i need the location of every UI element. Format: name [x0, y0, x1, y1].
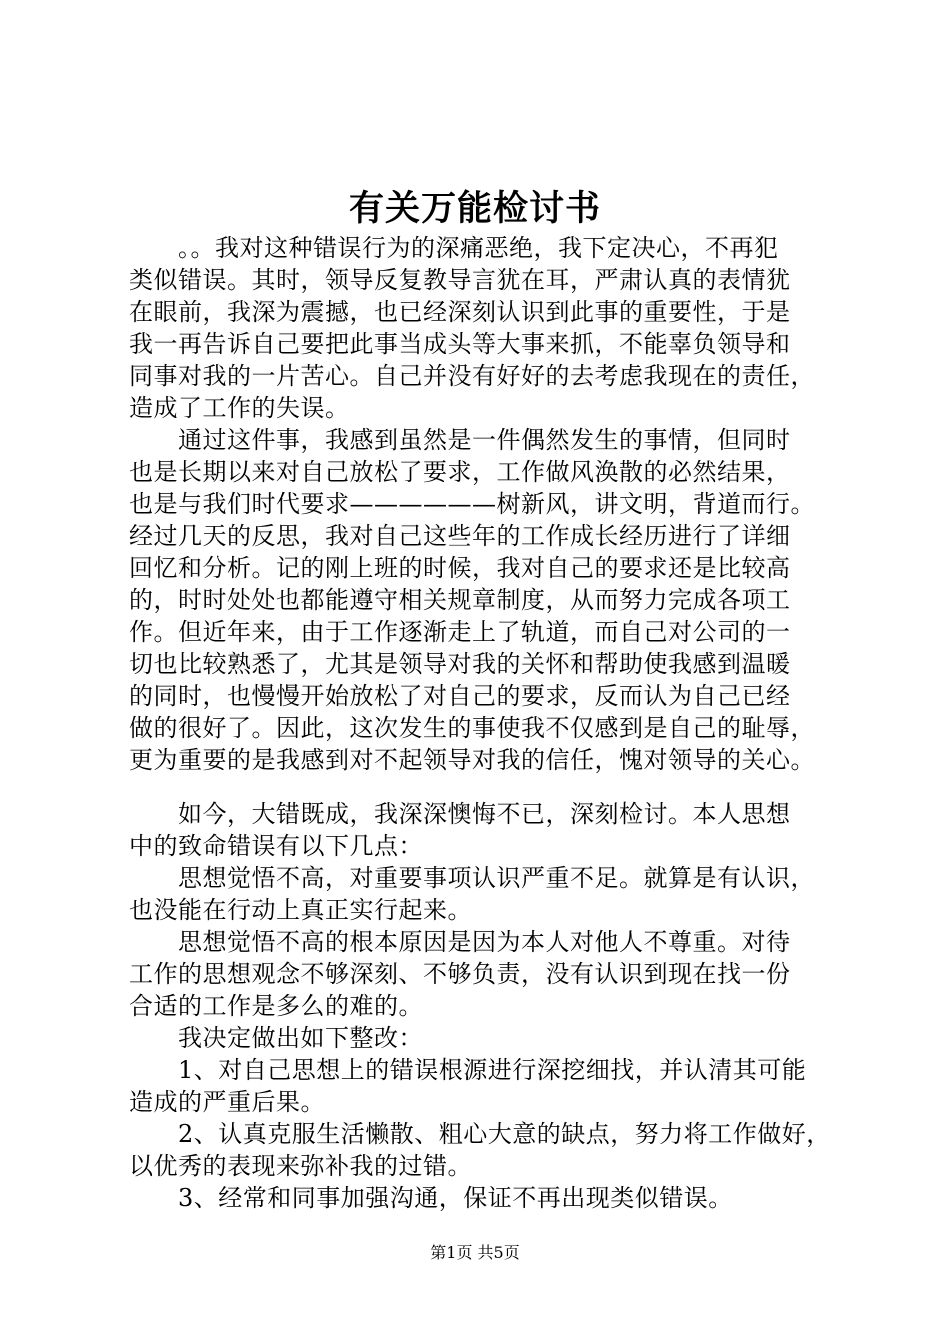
body-line: 如今，大错既成，我深深懊悔不已，深刻检讨。本人思想	[129, 800, 791, 828]
body-line: 更为重要的是我感到对不起领导对我的信任，愧对领导的关心。	[129, 746, 815, 774]
body-line: 回忆和分析。记的刚上班的时候，我对自己的要求还是比较高	[129, 554, 791, 582]
body-line: 。。我对这种错误行为的深痛恶绝，我下定决心，不再犯	[129, 234, 779, 262]
body-line: 我决定做出如下整改：	[129, 1024, 423, 1052]
body-line: 以优秀的表现来弥补我的过错。	[129, 1152, 472, 1180]
body-line: 作。但近年来，由于工作逐渐走上了轨道，而自己对公司的一	[129, 618, 791, 646]
body-line: 思想觉悟不高，对重要事项认识严重不足。就算是有认识，	[129, 864, 815, 892]
document-body	[129, 232, 849, 1214]
body-line: 3、经常和同事加强沟通，保证不再出现类似错误。	[129, 1184, 733, 1212]
body-line: 同事对我的一片苦心。自己并没有好好的去考虑我现在的责任，	[129, 362, 815, 390]
body-line: 通过这件事，我感到虽然是一件偶然发生的事情，但同时	[129, 426, 791, 454]
body-line: 合适的工作是多么的难的。	[129, 992, 423, 1020]
document-title: 有关万能检讨书	[348, 188, 601, 229]
body-line: 在眼前，我深为震撼，也已经深刻认识到此事的重要性，于是	[129, 298, 791, 326]
body-line: 类似错误。其时，领导反复教导言犹在耳，严肃认真的表情犹	[129, 266, 791, 294]
body-line: 也没能在行动上真正实行起来。	[129, 896, 472, 924]
body-line: 我一再告诉自己要把此事当成头等大事来抓，不能辜负领导和	[129, 330, 791, 358]
body-line: 思想觉悟不高的根本原因是因为本人对他人不尊重。对待	[129, 928, 791, 956]
body-line: 切也比较熟悉了，尤其是领导对我的关怀和帮助使我感到温暖	[129, 650, 791, 678]
body-line: 做的很好了。因此，这次发生的事使我不仅感到是自己的耻辱，	[129, 714, 815, 742]
body-line: 1、对自己思想上的错误根源进行深挖细找，并认清其可能	[129, 1056, 807, 1084]
body-line: 造成的严重后果。	[129, 1088, 325, 1116]
body-line: 的，时时处处也都能遵守相关规章制度，从而努力完成各项工	[129, 586, 791, 614]
paragraph-gap	[129, 776, 849, 798]
body-line: 也是长期以来对自己放松了要求，工作做风涣散的必然结果，	[129, 458, 791, 486]
body-line: 的同时，也慢慢开始放松了对自己的要求，反而认为自己已经	[129, 682, 791, 710]
body-line: 2、认真克服生活懒散、粗心大意的缺点，努力将工作做好，	[129, 1120, 831, 1148]
body-line: 造成了工作的失误。	[129, 394, 350, 422]
body-line: 中的致命错误有以下几点：	[129, 832, 423, 860]
page-number: 第1页 共5页	[430, 1243, 520, 1262]
body-line: 经过几天的反思，我对自己这些年的工作成长经历进行了详细	[129, 522, 791, 550]
body-line: 工作的思想观念不够深刻、不够负责，没有认识到现在找一份	[129, 960, 791, 988]
body-line: 也是与我们时代要求——————树新风，讲文明，背道而行。	[129, 490, 815, 518]
